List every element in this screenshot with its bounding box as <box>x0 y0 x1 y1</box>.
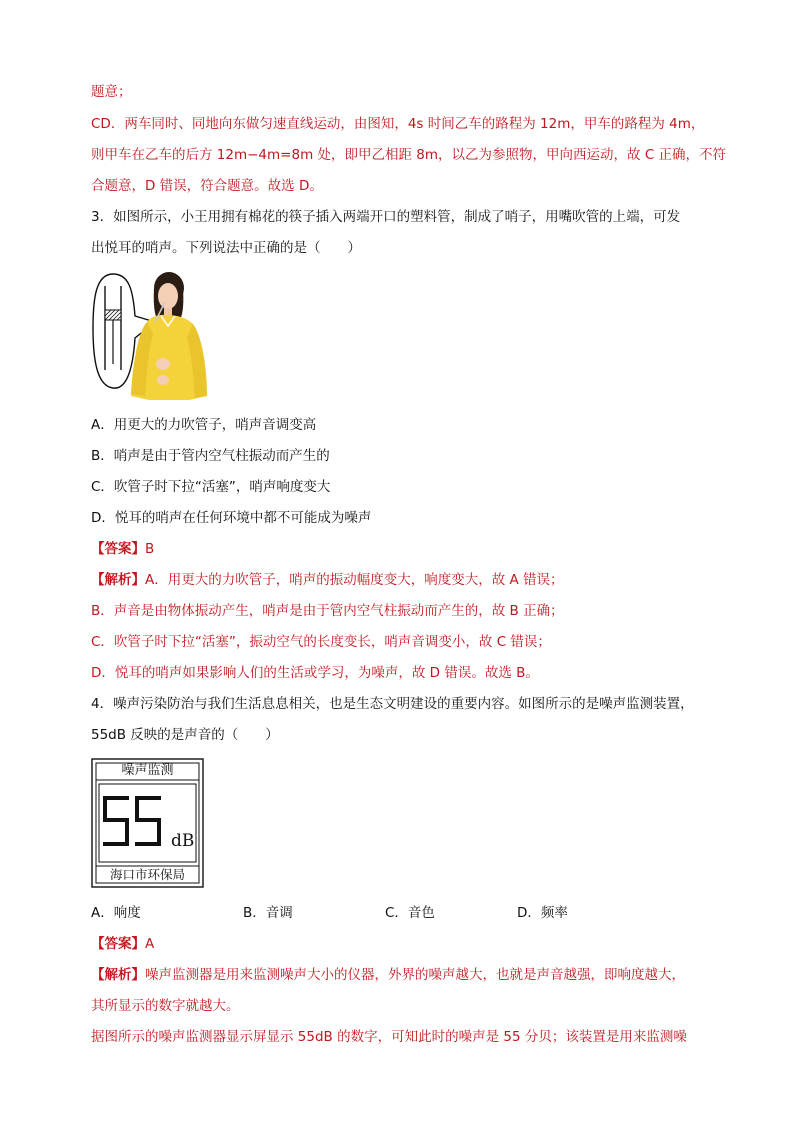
answer-label: 【答案】 <box>91 936 145 952</box>
answer-value: B <box>145 541 155 557</box>
meter-unit: dB <box>171 831 195 851</box>
girl-whistle-illustration <box>91 268 211 402</box>
answer-label: 【答案】 <box>91 541 145 557</box>
text-line: 题意； <box>91 84 132 100</box>
option-d: D．悦耳的哨声在任何环境中都不可能成为噪声 <box>91 510 372 526</box>
question-4-stem: 4．噪声污染防治与我们生活息息相关，也是生态文明建设的重要内容。如图所示的是噪声监测装置， <box>91 696 694 712</box>
analysis-text: C．吹管子时下拉“活塞”，振动空气的长度变长，哨声音调变小，故 C 错误； <box>91 634 551 650</box>
analysis-text: A．用更大的力吹管子，哨声的振动幅度变大，响度变大，故 A 错误； <box>145 572 564 588</box>
answer-value: A <box>145 936 155 952</box>
option-b: B．音调 <box>243 905 293 921</box>
question-3-stem: 出悦耳的哨声。下列说法中正确的是（ ） <box>91 240 361 256</box>
analysis-text: D．悦耳的哨声如果影响人们的生活或学习，为噪声，故 D 错误。故选 B。 <box>91 665 539 681</box>
answer-line <box>91 934 706 954</box>
analysis-text: 噪声监测器是用来监测噪声大小的仪器，外界的噪声越大，也就是声音越强，即响度越大， <box>145 967 685 983</box>
text-line: 合题意，D 错误，符合题意。故选 D。 <box>91 178 323 194</box>
analysis-line <box>91 570 706 590</box>
analysis-text: 据图所示的噪声监测器显示屏显示 55dB 的数字，可知此时的噪声是 55 分贝；该装置是用来监测噪 <box>91 1029 687 1045</box>
text-line: 则甲车在乙车的后方 12m−4m=8m 处，即甲乙相距 8m，以乙为参照物，甲向西运动，故 C 正确，不符 <box>91 147 727 163</box>
analysis-label: 【解析】 <box>91 572 145 588</box>
option-a: A．用更大的力吹管子，哨声音调变高 <box>91 417 317 433</box>
option-c: C．音色 <box>385 905 435 921</box>
question-3-stem: 3．如图所示，小王用拥有棉花的筷子插入两端开口的塑料管，制成了哨子，用嘴吹管的上端，可发 <box>91 209 681 225</box>
noise-meter-figure <box>91 758 204 888</box>
question-4-stem: 55dB 反映的是声音的（ ） <box>91 727 279 743</box>
meter-footer: 海口市环保局 <box>109 867 185 882</box>
text-line: CD．两车同时、同地向东做匀速直线运动，由图知，4s 时间乙车的路程为 12m，甲车的路程为 4m， <box>91 116 705 132</box>
option-c: C．吹管子时下拉“活塞”，哨声响度变大 <box>91 479 331 495</box>
analysis-text: 其所显示的数字就越大。 <box>91 998 240 1014</box>
option-d: D．频率 <box>517 905 568 921</box>
meter-title: 噪声监测 <box>121 763 174 778</box>
option-a: A．响度 <box>91 905 141 921</box>
analysis-label: 【解析】 <box>91 967 145 983</box>
whistle-figure <box>91 268 211 402</box>
answer-line <box>91 539 706 559</box>
option-b: B．哨声是由于管内空气柱振动而产生的 <box>91 448 330 464</box>
analysis-text: B．声音是由物体振动产生，哨声是由于管内空气柱振动而产生的，故 B 正确； <box>91 603 564 619</box>
analysis-line <box>91 965 706 985</box>
